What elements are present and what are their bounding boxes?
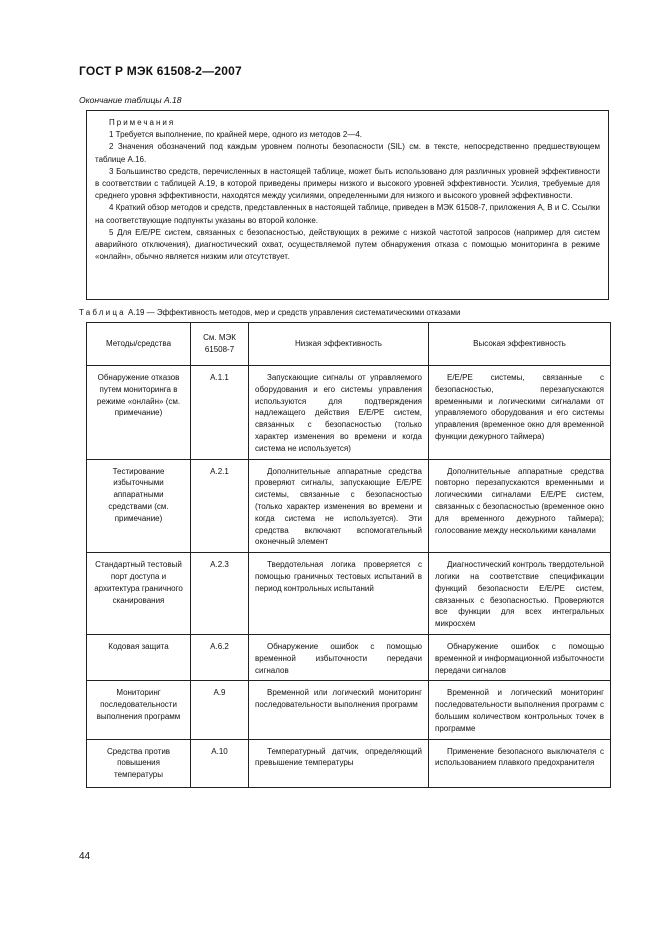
cell-reference: А.10 [191, 739, 249, 787]
table-caption-text: А.19 — Эффективность методов, мер и средств управления систематическими отказами [125, 308, 461, 317]
cell-reference: А.6.2 [191, 634, 249, 680]
header-low-effectiveness: Низкая эффективность [249, 323, 429, 366]
table-row [87, 366, 611, 460]
cell-method: Обнаружение отказов путем мониторинга в режиме «онлайн» (см. примечание) [87, 366, 191, 460]
page-number: 44 [79, 851, 91, 862]
table-row [87, 459, 611, 553]
notes-box [86, 110, 609, 300]
note-item: 2 Значения обозначений под каждым уровнем полноты безопасности (SIL) см. в тексте, непосредственно предшествующем таблице А.16. [95, 142, 600, 164]
table-row [87, 739, 611, 787]
header-methods: Методы/средства [87, 323, 191, 366]
cell-high: Диагностический контроль твердотельной логики на соответствие спецификации функций безопасности E/E/PE систем, связанных с безопасностью. Проверяются все функции для всех интегральных микросхем [429, 553, 611, 635]
table-header-row [87, 323, 611, 366]
cell-high: E/E/PE системы, связанные с безопасностью, перезапускаются временными и логическими сигналами от управляемого оборудования и его системы управления (временное окно для временной функции дежурного таймера) [429, 366, 611, 460]
continuation-caption: Окончание таблицы А.18 [79, 95, 182, 105]
cell-low: Твердотельная логика проверяется с помощью граничных тестовых испытаний в период контрольных испытаний [249, 553, 429, 635]
notes-title: Примечания [109, 118, 176, 127]
cell-reference: А.1.1 [191, 366, 249, 460]
cell-high: Временной и логический мониторинг последовательности выполнения программ с большим количеством контрольных точек в программе [429, 681, 611, 739]
note-item: 4 Краткий обзор методов и средств, представленных в настоящей таблице, приведен в МЭК 61508-7, приложения А, В и С. Ссылки на соответствующие подпункты указаны во второй колонке. [95, 203, 600, 225]
cell-reference: А.2.3 [191, 553, 249, 635]
cell-low: Дополнительные аппаратные средства проверяют сигналы, запускающие E/E/PE системы, связанные с безопасностью (только характер изменения во времени и когда система не используется). Эти средства включают вспомогательный оконечный элемент [249, 459, 429, 553]
cell-low: Запускающие сигналы от управляемого оборудования и его системы управления используются для подтверждения надлежащего действия E/E/PE систем, связанных с безопасностью (только характер изменения во времени и когда система не используется) [249, 366, 429, 460]
cell-low: Температурный датчик, определяющий превышение температуры [249, 739, 429, 787]
header-reference: См. МЭК 61508-7 [191, 323, 249, 366]
cell-high: Применение безопасного выключателя с использованием плавкого предохранителя [429, 739, 611, 787]
note-item: 3 Большинство средств, перечисленных в настоящей таблице, может быть использовано для различных уровней эффективности в соответствии с таблицей А.19, в которой приведены примеры низкого и высокого уровней эффективности. Усилия, требуемые для среднего уровня эффективности, находятся между усилиями, определенными для низкого и высокого уровней эффективности. [95, 166, 600, 201]
cell-low: Временной или логический мониторинг последовательности выполнения программ [249, 681, 429, 739]
table-row [87, 553, 611, 635]
cell-reference: А.9 [191, 681, 249, 739]
header-high-effectiveness: Высокая эффективность [429, 323, 611, 366]
note-item: 5 Для E/E/PE систем, связанных с безопасностью, действующих в режиме с низкой частотой запросов (например для систем аварийного отключения), диагностический охват, осуществляемой путем обнаружения отказа с помощью мониторинга в режиме «онлайн», обычно является низким или отсутствует. [95, 227, 600, 262]
cell-method: Тестирование избыточными аппаратными средствами (см. примечание) [87, 459, 191, 553]
cell-method: Мониторинг последовательности выполнения программ [87, 681, 191, 739]
cell-method: Стандартный тестовый порт доступа и архитектура граничного сканирования [87, 553, 191, 635]
table-caption-label: Таблица [79, 308, 126, 317]
cell-low: Обнаружение ошибок с помощью временной избыточности передачи сигналов [249, 634, 429, 680]
document-header: ГОСТ Р МЭК 61508-2—2007 [79, 64, 242, 78]
cell-method: Средства против повышения температуры [87, 739, 191, 787]
cell-method: Кодовая защита [87, 634, 191, 680]
table-row [87, 634, 611, 680]
cell-high: Дополнительные аппаратные средства повторно перезапускаются временными и логическими сигналами E/E/PE систем, связанных с безопасностью (временное окно для временного дежурного таймера); голосование между несколькими каналами [429, 459, 611, 553]
effectiveness-table [86, 322, 611, 788]
cell-high: Обнаружение ошибок с помощью временной и информационной избыточности передачи сигналов [429, 634, 611, 680]
table-row [87, 681, 611, 739]
note-item: 1 Требуется выполнение, по крайней мере, одного из методов 2—4. [109, 130, 363, 140]
cell-reference: А.2.1 [191, 459, 249, 553]
table-caption [79, 308, 460, 317]
